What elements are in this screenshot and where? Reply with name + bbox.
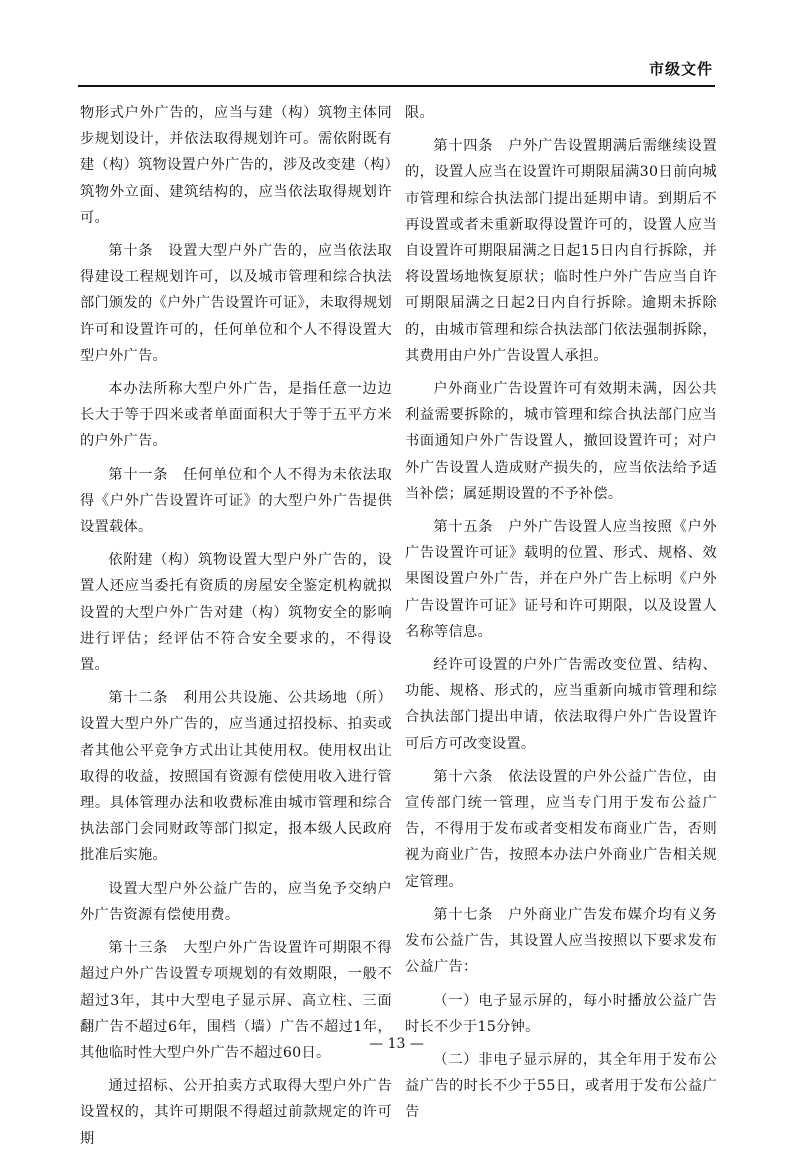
left-column [80,100,392,1159]
paragraph: 第十一条 任何单位和个人不得为未依法取得《户外广告设置许可证》的大型户外广告提供设置载体。 [80,466,392,536]
paragraph: 依附建（构）筑物设置大型户外广告的，设置人还应当委托有资质的房屋安全鉴定机构就拟设置的大型户外广告对建（构）筑物安全的影响进行评估；经评估不符合安全要求的，不得设置。 [80,552,392,674]
header-rule [78,85,715,87]
paragraph: 第十条 设置大型户外广告的，应当依法取得建设工程规划许可，以及城市管理和综合执法部门颁发的《户外广告设置许可证》，未取得规划许可和设置许可的，任何单位和个人不得设置大型户外广告。 [80,243,392,364]
paragraph: 设置大型户外公益广告的，应当免予交纳户外广告资源有偿使用费。 [80,880,392,923]
paragraph: 第十七条 户外商业广告发布媒介均有义务发布公益广告，其设置人应当按照以下要求发布公益广告： [405,906,717,976]
paragraph: 经许可设置的户外广告需改变位置、结构、功能、规格、形式的，应当重新向城市管理和综合执法部门提出申请，依法取得户外广告设置许可后方可改变设置。 [405,657,717,752]
right-column [405,100,717,1133]
paragraph: 物形式户外广告的，应当与建（构）筑物主体同步规划设计，并依法取得规划许可。需依附既有建（构）筑物设置户外广告的，涉及改变建（构）筑物外立面、建筑结构的，应当依法取得规划许可。 [80,105,392,226]
paragraph: 限。 [405,105,434,121]
page-number: — 13 — [369,1036,424,1052]
paragraph: （二）非电子显示屏的，其全年用于发布公益广告的时长不少于55日，或者用于发布公益广告 [405,1051,717,1121]
header-title: 市级文件 [648,60,713,78]
paragraph: 户外商业广告设置许可有效期未满，因公共利益需要拆除的，城市管理和综合执法部门应当书面通知户外广告设置人，撤回设置许可；对户外广告设置人造成财产损失的，应当依法给予适当补偿；属延期设置的不予补偿。 [405,381,717,502]
paragraph: 第十三条 大型户外广告设置许可期限不得超过户外广告设置专项规划的有效期限，一般不超过3年，其中大型电子显示屏、高立柱、三面翻广告不超过6年，围档（墙）广告不超过1年，其他临时性大型户外广告不超过60日。 [80,940,392,1061]
paragraph: 第十二条 利用公共设施、公共场地（所）设置大型户外广告的，应当通过招投标、拍卖或者其他公平竞争方式出让其使用权。使用权出让取得的收益，按照国有资源有偿使用收入进行管理。具体管理办法和收费标准由城市管理和综合执法部门会同财政等部门拟定，报本级人民政府批准后实施。 [80,690,392,864]
paragraph: 第十六条 依法设置的户外公益广告位，由宣传部门统一管理，应当专门用于发布公益广告，不得用于发布或者变相发布商业广告，否则视为商业广告，按照本办法户外商业广告相关规定管理。 [405,768,717,890]
paragraph: 通过招标、公开拍卖方式取得大型户外广告设置权的，其许可期限不得超过前款规定的许可期 [80,1078,392,1147]
paragraph: （一）电子显示屏的，每小时播放公益广告时长不少于15分钟。 [405,992,717,1035]
paragraph: 第十四条 户外广告设置期满后需继续设置的，设置人应当在设置许可期限届满30日前向城市管理和综合执法部门提出延期申请。到期后不再设置或者未重新取得设置许可的，设置人应当自设置许可期限届满之日起15日内自行拆除，并将设置场地恢复原状；临时性户外广告应当自许可期限届满之日起2日内自行拆除。逾期未拆除的，由城市管理和综合执法部门依法强制拆除，其费用由户外广告设置人承担。 [405,138,717,364]
paragraph: 第十五条 户外广告设置人应当按照《户外广告设置许可证》载明的位置、形式、规格、效果图设置户外广告，并在户外广告上标明《户外广告设置许可证》证号和许可期限，以及设置人名称等信息。 [405,519,717,640]
paragraph: 本办法所称大型户外广告，是指任意一边边长大于等于四米或者单面面积大于等于五平方米的户外广告。 [80,381,392,450]
